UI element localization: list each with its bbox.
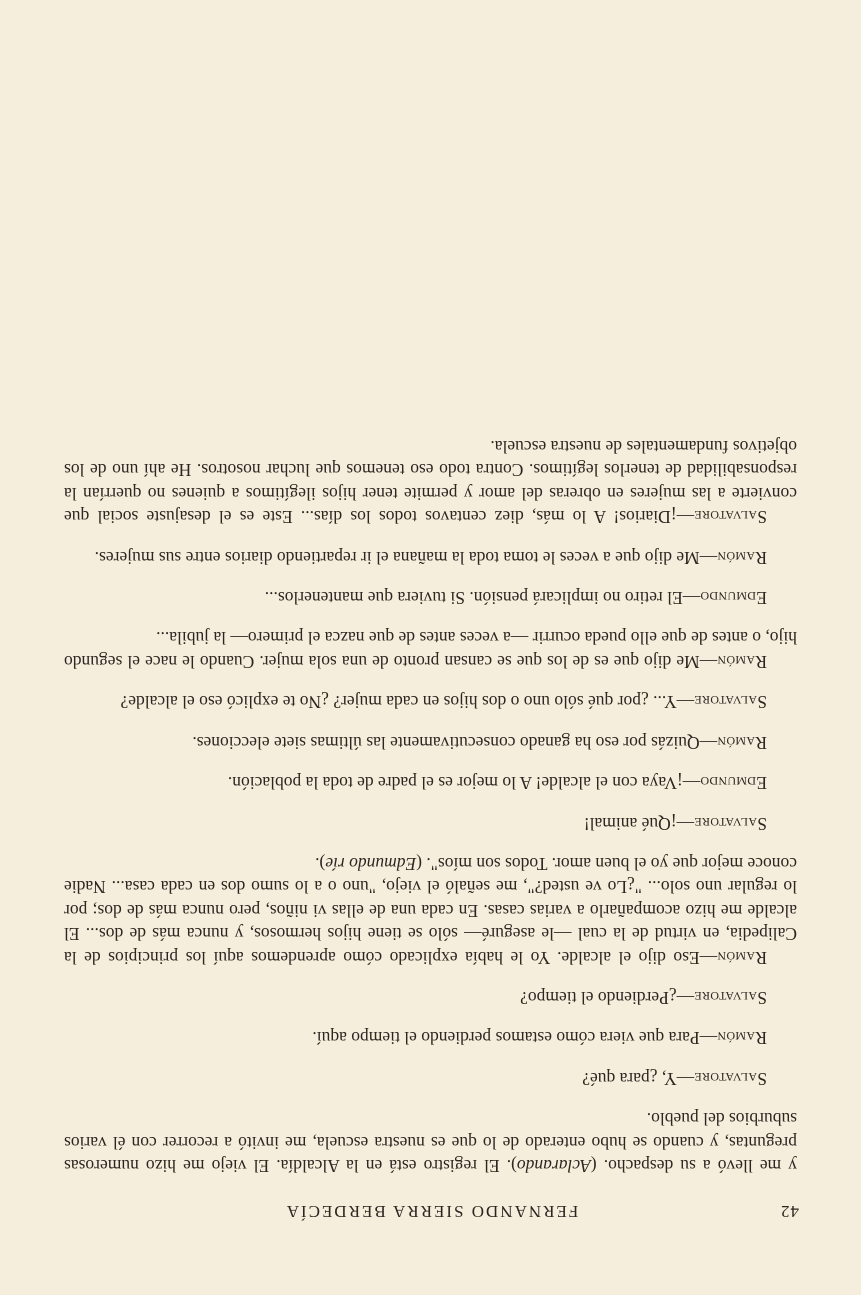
speaker-name: Ramón bbox=[717, 732, 767, 753]
paragraph bbox=[64, 435, 797, 529]
speaker-name: Ramón bbox=[717, 947, 767, 968]
paragraph bbox=[64, 730, 797, 753]
dialogue-text: —Me dijo que es de los que se cansan pronto de una sola mujer. Cuando le nace el segundo hijo, o antes de que ello pueda ocurrir —a veces antes de que nazca el primero— la jubila... bbox=[64, 628, 797, 672]
dialogue-text: —¡Qué animal! bbox=[583, 813, 695, 834]
page-number: 42 bbox=[780, 1202, 799, 1221]
body-text bbox=[64, 418, 797, 1177]
speaker-name: Salvatore bbox=[694, 987, 767, 1008]
paragraph-text: y me llevó a su despacho. ( bbox=[590, 1156, 797, 1176]
speaker-name: Edmundo bbox=[700, 773, 767, 794]
paragraph bbox=[64, 626, 797, 673]
paragraph bbox=[64, 1066, 797, 1089]
paragraph bbox=[64, 852, 797, 969]
speaker-name: Ramón bbox=[717, 651, 767, 672]
paragraph bbox=[64, 545, 797, 568]
dialogue-text: —Me dijo que a veces le toma toda la mañana el ir repartiendo diarios entre sus mujeres. bbox=[94, 547, 718, 568]
paragraph bbox=[64, 986, 797, 1009]
speaker-name: Salvatore bbox=[694, 507, 767, 528]
running-head bbox=[64, 1197, 799, 1221]
speaker-name: Ramón bbox=[717, 1028, 767, 1049]
dialogue-text: —¿Perdiendo el tiempo? bbox=[520, 987, 695, 1008]
speaker-name: Ramón bbox=[717, 547, 767, 568]
paragraph bbox=[64, 586, 797, 609]
speaker-name: Salvatore bbox=[694, 813, 767, 834]
dialogue-text: —¡Vaya con el alcalde! A lo mejor es el padre de toda la población. bbox=[227, 773, 701, 794]
dialogue-text: —Eso dijo el alcalde. Yo le había explicado cómo aprendemos aquí los principios de la Calipedia, en virtud de la cual —le aseguré— sólo se tiene hijos hermosos, y nunca más de dos... El alcalde me hizo acompañarlo a varias casas. En cada una de ellas vi niños, pero nunca más de dos; por lo regular uno solo... "¿Lo ve usted?", me señaló el viejo, "uno o a lo sumo dos en cada casa... Nadie conoce mejor que yo el buen amor. Todos son míos". ( bbox=[64, 853, 797, 968]
dialogue-text: —Para que viera cómo estamos perdiendo el tiempo aquí. bbox=[312, 1028, 718, 1049]
paragraph bbox=[64, 1026, 797, 1049]
paragraph bbox=[64, 690, 797, 713]
speaker-name: Salvatore bbox=[694, 1068, 767, 1089]
dialogue-text: —El retiro no implicará pensión. Si tuviera que mantenerlos... bbox=[264, 588, 701, 609]
speaker-name: Edmundo bbox=[700, 588, 767, 609]
dialogue-text: —¡Diarios! A lo más, diez centavos todos los días... Este es el desajuste social que convierte a las mujeres en obreras del amor y permite tener hijos ilegítimos a quienes no querrían la responsabilidad de tenerlos legítimos. Contra todo eso tenemos que luchar nosotros. He ahí uno de los objetivos fundamentales de nuestra escuela. bbox=[64, 437, 797, 528]
dialogue-text: —Quizás por eso ha ganado consecutivamente las últimas siete elecciones. bbox=[192, 732, 718, 753]
dialogue-text: —Y... ¿por qué sólo uno o dos hijos en cada mujer? ¿No te explicó eso el alcalde? bbox=[120, 692, 695, 713]
dialogue-text: —Y, ¿para qué? bbox=[582, 1068, 695, 1089]
paragraph bbox=[64, 811, 797, 834]
speaker-name: Salvatore bbox=[694, 692, 767, 713]
running-title: FERNANDO SIERRA BERDECÍA bbox=[284, 1202, 579, 1221]
paragraph-text: ). bbox=[315, 853, 326, 874]
paragraph bbox=[64, 1107, 797, 1177]
paragraph bbox=[64, 771, 797, 794]
stage-direction: Aclarando bbox=[516, 1156, 591, 1176]
paragraph-text: ). El registro está en la Alcaldía. El viejo me hizo numerosas preguntas, y cuando se hubo enterado de lo que es nuestra escuela, me invitó a recorrer con él varios suburbios del pueblo. bbox=[64, 1109, 797, 1176]
stage-direction: Edmundo ríe bbox=[325, 853, 417, 874]
